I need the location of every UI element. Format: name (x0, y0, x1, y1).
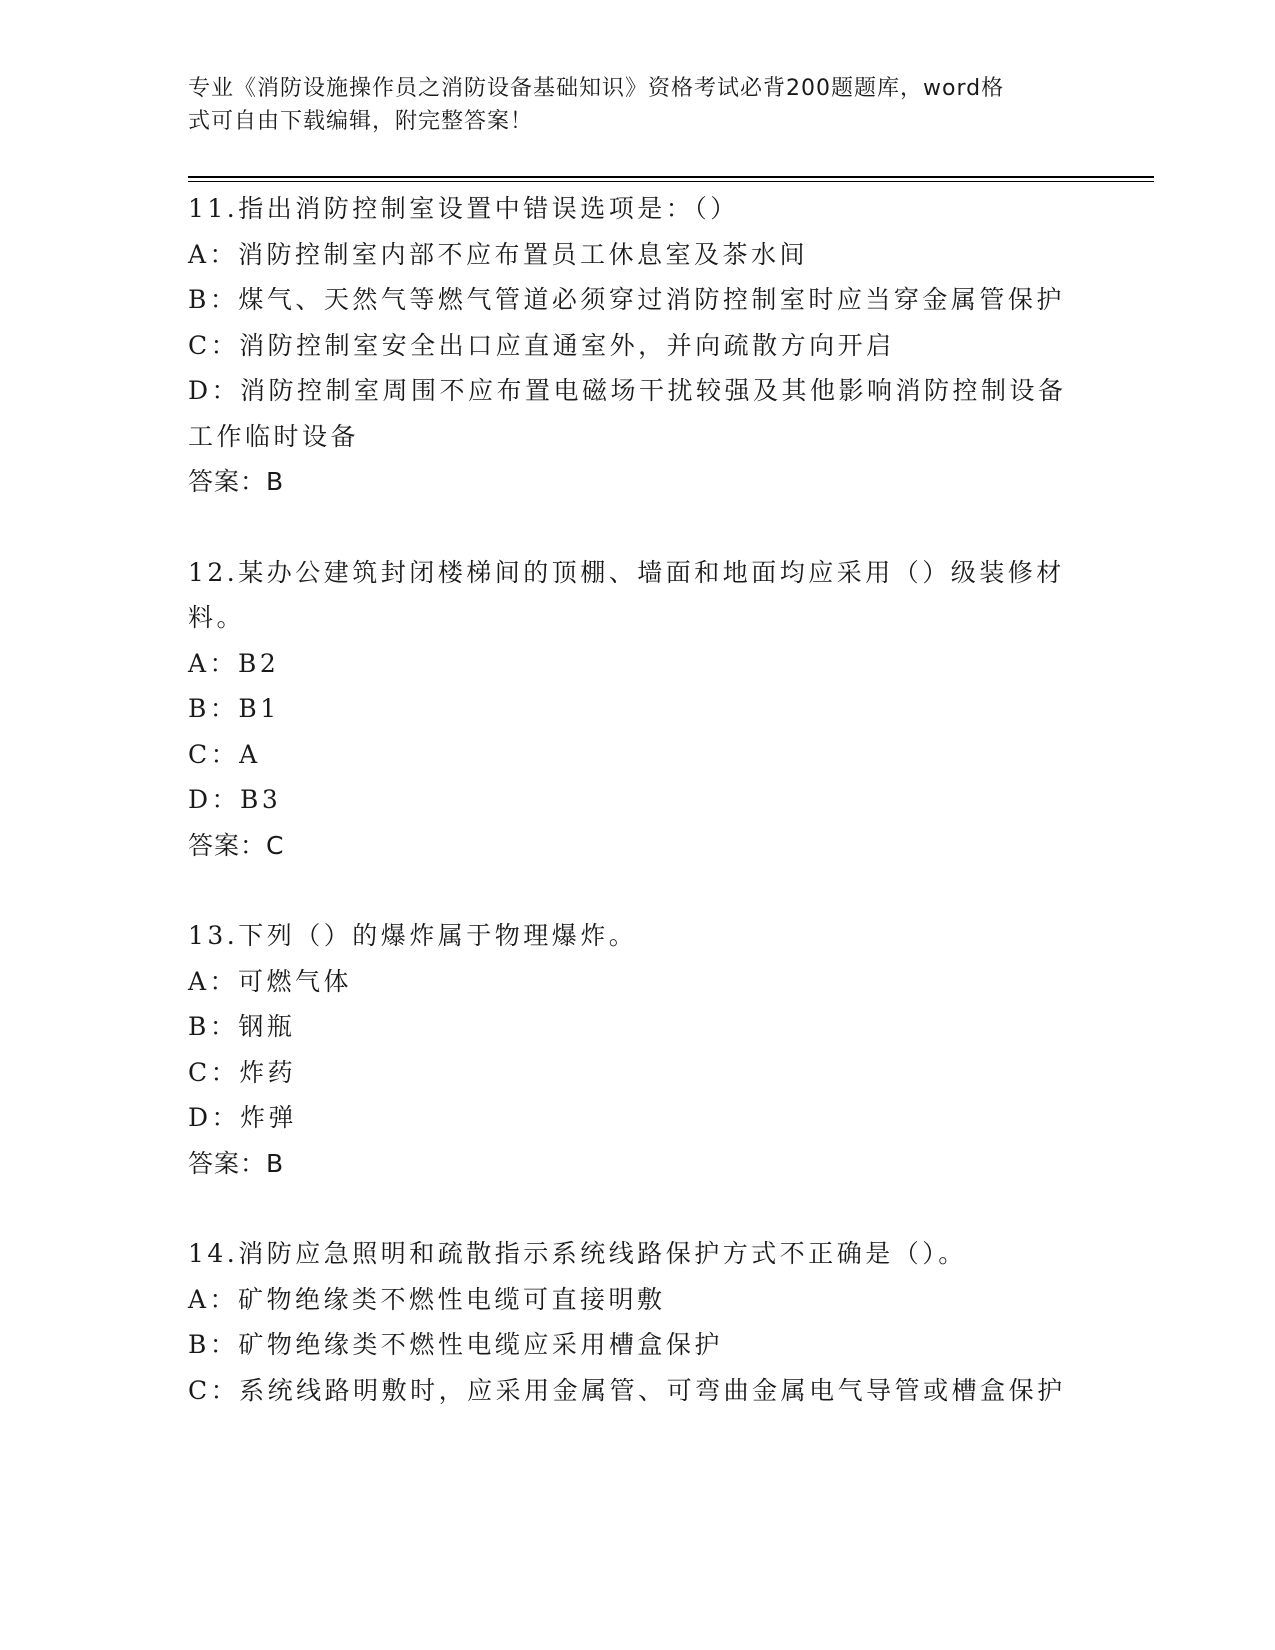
option-d: D：炸弹 (188, 1103, 298, 1132)
option-b: B：煤气、天然气等燃气管道必须穿过消防控制室时应当穿金属管保护 (188, 285, 1065, 314)
header-divider-thin (188, 181, 1154, 182)
option-c: C：系统线路明敷时，应采用金属管、可弯曲金属电气导管或槽盒保护 (188, 1375, 1066, 1405)
question-stem: 11.指出消防控制室设置中错误选项是：（） (188, 194, 739, 223)
question-spacer (188, 505, 1088, 550)
question-12 (188, 550, 1088, 869)
question-11 (188, 186, 1088, 505)
question-list (188, 186, 1088, 1413)
option-a: A：B2 (188, 648, 280, 678)
question-13 (188, 913, 1088, 1186)
option-a: A：可燃气体 (188, 966, 353, 996)
option-b: B：矿物绝缘类不燃性电缆应采用槽盒保护 (188, 1330, 723, 1359)
question-stem: 12.某办公建筑封闭楼梯间的顶棚、墙面和地面均应采用（）级装修材料。 (188, 557, 1065, 632)
option-b: B：钢瓶 (188, 1012, 296, 1041)
answer-line: 答案：C (188, 830, 285, 860)
question-stem: 13.下列（）的爆炸属于物理爆炸。 (188, 921, 638, 950)
question-14 (188, 1231, 1088, 1413)
answer-line: 答案：B (188, 467, 285, 496)
header-divider-thick (188, 176, 1154, 178)
header-line-2: 式可自由下载编辑，附完整答案！ (188, 109, 534, 134)
option-a: A：矿物绝缘类不燃性电缆可直接明敷 (188, 1284, 666, 1314)
question-spacer (188, 1186, 1088, 1231)
option-d: D：消防控制室周围不应布置电磁场干扰较强及其他影响消防控制设备工作临时设备 (188, 376, 1067, 451)
option-b: B：B1 (188, 694, 280, 723)
option-c: C：炸药 (188, 1057, 297, 1087)
option-d: D：B3 (188, 785, 282, 814)
header-line-1: 专业《消防设施操作员之消防设备基础知识》资格考试必背200题题库，word格 (188, 76, 1005, 101)
question-stem: 14.消防应急照明和疏散指示系统线路保护方式不正确是（）。 (188, 1239, 967, 1268)
document-header (188, 72, 1088, 138)
option-c: C：A (188, 739, 261, 769)
answer-line: 答案：B (188, 1148, 285, 1178)
option-a: A：消防控制室内部不应布置员工休息室及茶水间 (188, 239, 809, 269)
option-c: C：消防控制室安全出口应直通室外，并向疏散方向开启 (188, 330, 895, 360)
question-spacer (188, 868, 1088, 913)
